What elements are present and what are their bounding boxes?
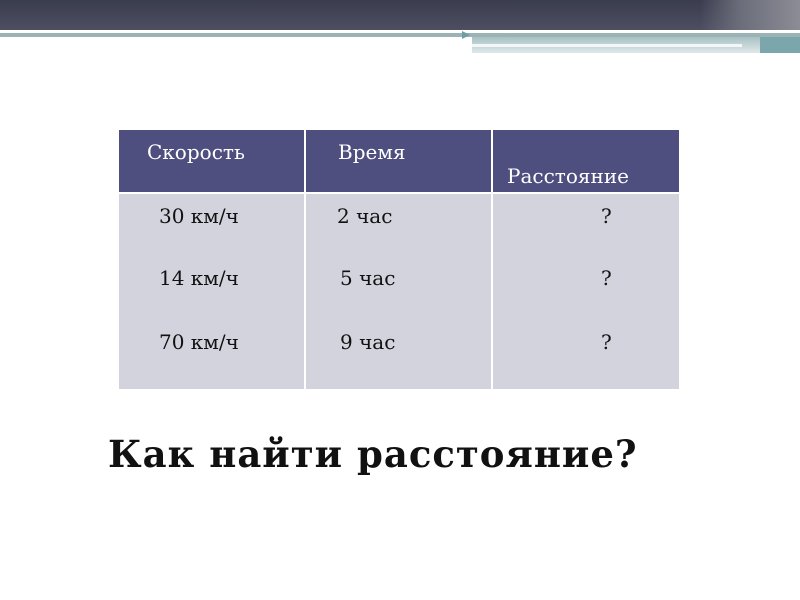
speed-value: 30 км/ч — [159, 204, 239, 228]
header-time-label: Время — [338, 140, 406, 164]
time-value: 9 час — [340, 330, 396, 354]
time-value: 2 час — [337, 204, 393, 228]
header-cell-distance — [492, 129, 680, 193]
slide-top-bar-shade — [700, 0, 800, 30]
slide-accent-strip — [472, 44, 742, 47]
header-cell-speed — [118, 129, 305, 193]
header-distance-label: Расстояние — [507, 164, 630, 188]
table-body-row — [118, 193, 680, 390]
header-speed-label: Скорость — [147, 140, 245, 164]
distance-value: ? — [601, 204, 612, 228]
question-heading: Как найти расстояние? — [108, 432, 638, 476]
header-cell-time — [305, 129, 492, 193]
speed-value: 14 км/ч — [159, 266, 239, 290]
speed-value: 70 км/ч — [159, 330, 239, 354]
time-value: 5 час — [340, 266, 396, 290]
slide-top-bar — [0, 0, 800, 30]
distance-values-cell — [492, 193, 680, 390]
accent-arrow-icon — [462, 31, 470, 39]
distance-value: ? — [601, 266, 612, 290]
table-header-row — [118, 129, 680, 193]
speed-time-distance-table-wrapper — [117, 128, 679, 391]
speed-values-cell — [118, 193, 305, 390]
distance-value: ? — [601, 330, 612, 354]
speed-time-distance-table — [117, 128, 681, 391]
slide-accent-teal-block — [760, 37, 800, 53]
time-values-cell — [305, 193, 492, 390]
